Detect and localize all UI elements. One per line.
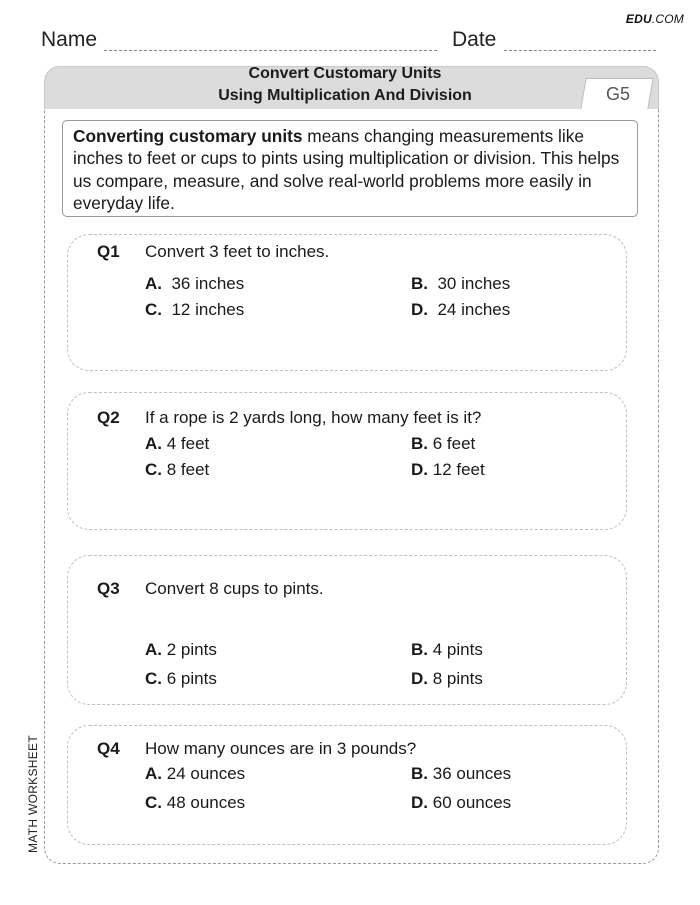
option-letter: D. bbox=[411, 460, 428, 479]
question-number: Q2 bbox=[97, 408, 120, 427]
option-letter: D. bbox=[411, 669, 428, 688]
date-label: Date bbox=[452, 28, 497, 51]
grade-label: G5 bbox=[605, 84, 630, 104]
option-letter: A. bbox=[145, 640, 162, 659]
option-letter: D. bbox=[411, 793, 428, 812]
option-text: 2 pints bbox=[166, 640, 217, 659]
option-text: 6 pints bbox=[166, 669, 217, 688]
option-text: 24 ounces bbox=[166, 764, 246, 783]
question-text: Convert 8 cups to pints. bbox=[145, 579, 324, 598]
option-text: 4 pints bbox=[432, 640, 483, 659]
answer-option[interactable] bbox=[411, 793, 511, 813]
brand-logo bbox=[626, 12, 684, 26]
question-text: Convert 3 feet to inches. bbox=[145, 242, 330, 261]
answer-option[interactable] bbox=[145, 434, 209, 454]
option-letter: C. bbox=[145, 793, 162, 812]
page-title-line2: Using Multiplication And Division bbox=[218, 87, 472, 104]
option-text: 8 feet bbox=[166, 460, 210, 479]
date-field[interactable] bbox=[504, 50, 656, 51]
answer-option[interactable] bbox=[145, 274, 244, 294]
question-number: Q1 bbox=[97, 242, 120, 261]
option-letter: B. bbox=[411, 640, 428, 659]
answer-option[interactable] bbox=[145, 669, 217, 689]
option-text: 8 pints bbox=[432, 669, 483, 688]
brand-suffix: .COM bbox=[651, 12, 684, 26]
name-field[interactable] bbox=[104, 50, 437, 51]
answer-option[interactable] bbox=[145, 764, 245, 784]
option-letter: A. bbox=[145, 434, 162, 453]
option-text: 36 inches bbox=[171, 274, 245, 293]
option-letter: C. bbox=[145, 460, 162, 479]
answer-option[interactable] bbox=[145, 793, 245, 813]
page-title-line1: Convert Customary Units bbox=[248, 65, 442, 82]
option-text: 12 feet bbox=[432, 460, 485, 479]
option-letter: D. bbox=[411, 300, 428, 319]
option-text: 36 ounces bbox=[432, 764, 512, 783]
intro-text: means changing measurements like inches to feet or cups to pints using multiplication or division. This helps us compare, measure, and solve real-world problems more easily in everyday life. bbox=[73, 126, 620, 213]
answer-option[interactable] bbox=[145, 640, 217, 660]
option-letter: C. bbox=[145, 669, 162, 688]
answer-option[interactable] bbox=[411, 434, 475, 454]
question-number: Q3 bbox=[97, 579, 120, 598]
option-text: 60 ounces bbox=[432, 793, 512, 812]
option-text: 6 feet bbox=[432, 434, 476, 453]
question-text: How many ounces are in 3 pounds? bbox=[145, 739, 417, 758]
option-letter: C. bbox=[145, 300, 162, 319]
option-text: 24 inches bbox=[437, 300, 511, 319]
brand-bold: EDU bbox=[625, 12, 652, 26]
side-label: MATH WORKSHEET bbox=[26, 735, 40, 853]
option-text: 12 inches bbox=[171, 300, 245, 319]
option-letter: B. bbox=[411, 434, 428, 453]
question-text: If a rope is 2 yards long, how many feet is it? bbox=[145, 408, 482, 427]
answer-option[interactable] bbox=[411, 640, 483, 660]
answer-option[interactable] bbox=[411, 669, 483, 689]
intro-box bbox=[62, 120, 638, 217]
answer-option[interactable] bbox=[411, 764, 511, 784]
answer-option[interactable] bbox=[411, 300, 510, 320]
option-letter: A. bbox=[145, 764, 162, 783]
option-text: 48 ounces bbox=[166, 793, 246, 812]
name-label: Name bbox=[41, 28, 98, 51]
answer-option[interactable] bbox=[411, 274, 510, 294]
answer-option[interactable] bbox=[411, 460, 485, 480]
question-number: Q4 bbox=[97, 739, 120, 758]
option-text: 30 inches bbox=[437, 274, 511, 293]
intro-term: Converting customary units bbox=[73, 126, 303, 146]
answer-option[interactable] bbox=[145, 300, 244, 320]
option-letter: A. bbox=[145, 274, 162, 293]
answer-option[interactable] bbox=[145, 460, 209, 480]
option-letter: B. bbox=[411, 764, 428, 783]
option-letter: B. bbox=[411, 274, 428, 293]
option-text: 4 feet bbox=[166, 434, 210, 453]
